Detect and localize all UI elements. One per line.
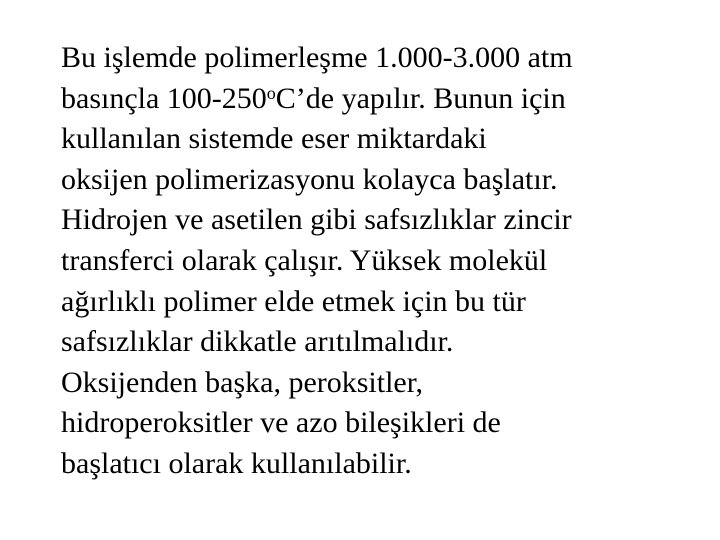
text-line-4: oksijen polimerizasyonu kolayca başlatır.	[61, 162, 558, 196]
text-line-3: kullanılan sistemde eser miktardaki	[61, 122, 487, 156]
text-line-10: hidroperoksitler ve azo bileşikleri de	[61, 406, 501, 440]
paragraph	[61, 38, 711, 485]
text-line-7: ağırlıklı polimer elde etmek için bu tür	[61, 284, 526, 318]
text-line-8: safsızlıklar dikkatle arıtılmalıdır.	[61, 325, 454, 359]
text-line-2	[61, 79, 711, 120]
degree-superscript: o	[266, 82, 276, 103]
text-line-2-start: basınçla 100-250	[61, 81, 267, 115]
text-line-1: Bu işlemde polimerleşme 1.000-3.000 atm	[61, 41, 573, 74]
text-line-5: Hidrojen ve asetilen gibi safsızlıklar zincir	[61, 203, 572, 237]
text-line-2-end: C’de yapılır. Bunun için	[275, 81, 566, 115]
text-line-6: transferci olarak çalışır. Yüksek molekül	[61, 243, 548, 277]
text-line-11: başlatıcı olarak kullanılabilir.	[61, 446, 412, 480]
text-line-9: Oksijenden başka, peroksitler,	[61, 365, 424, 399]
